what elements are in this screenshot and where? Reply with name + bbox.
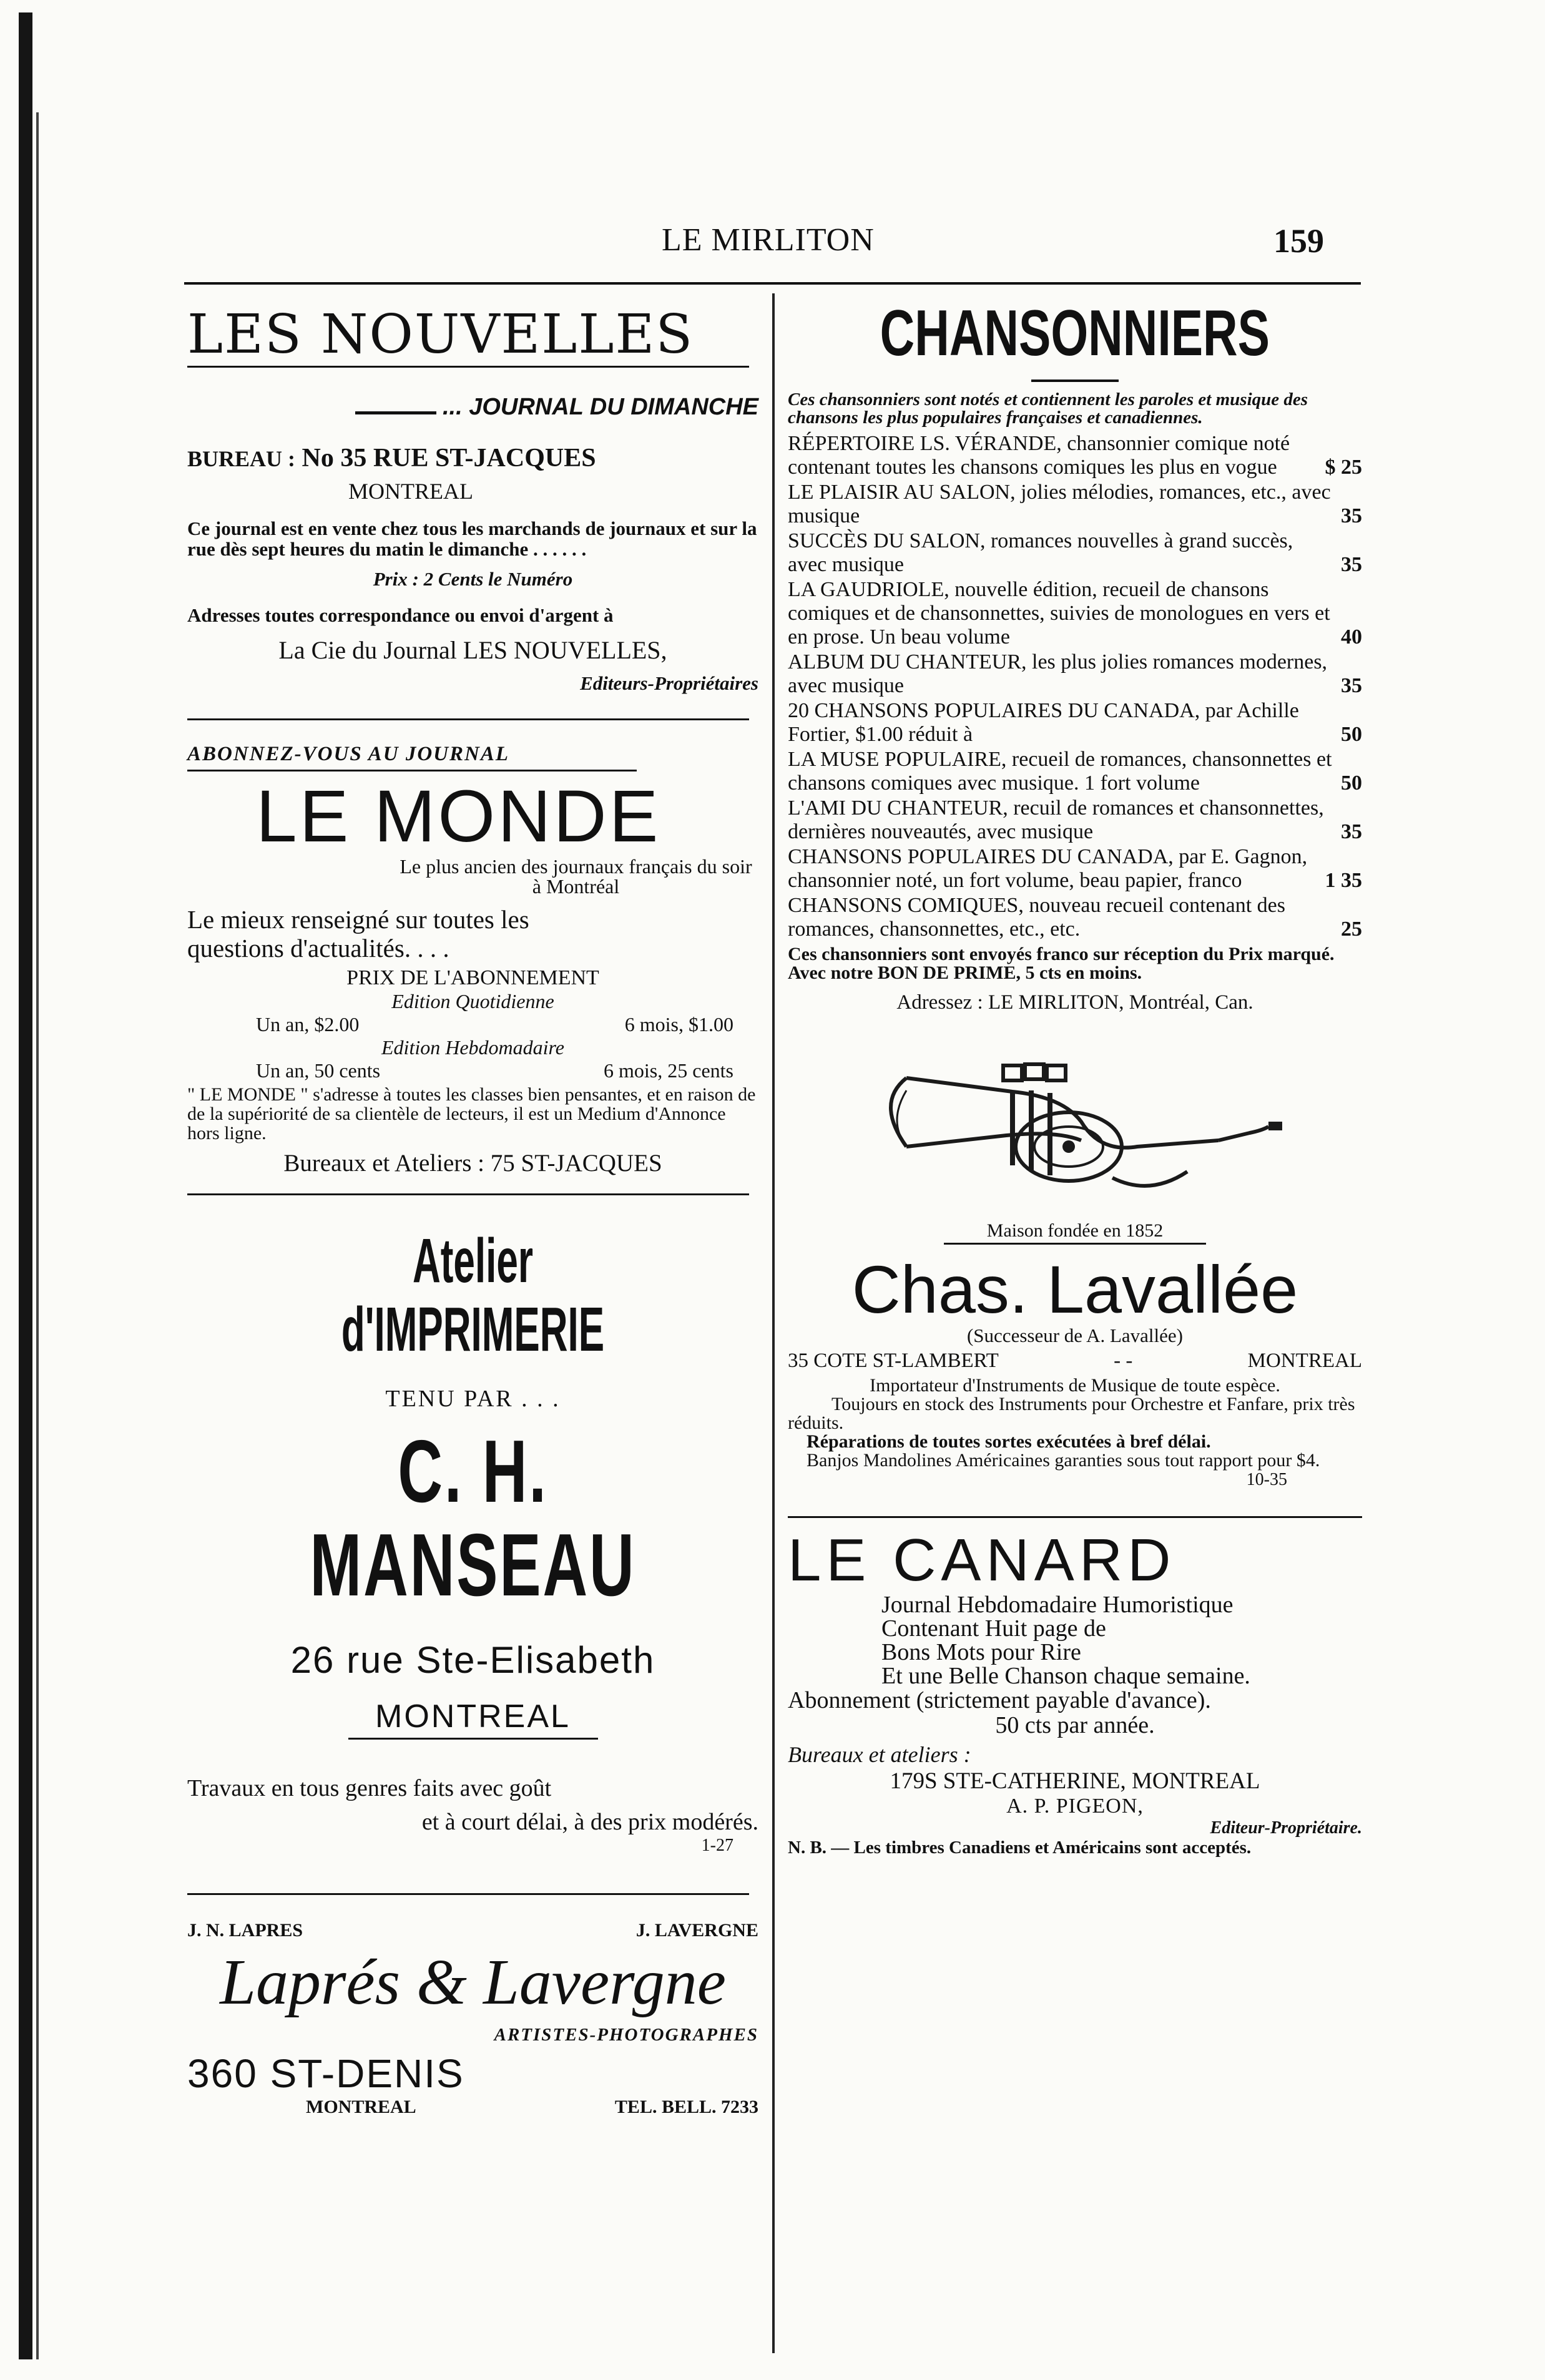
chansonniers-note: Ces chansonniers sont envoyés franco sur réception du Prix marqué. Avec notre BON DE PRIME, 5 cts en moins. [788,944,1335,983]
lapres-right-name: J. LAVERGNE [635,1920,758,1941]
canard-line5: Abonnement (strictement payable d'avance). [788,1687,1211,1713]
page-spine-shadow [36,112,39,2359]
nouvelles-company: La Cie du Journal LES NOUVELLES, [278,636,667,664]
nouvelles-body: Ce journal est en vente chez tous les marchands de journaux et sur la rue dès sept heures du matin le dimanche . . . . . . [187,517,757,560]
chansonnier-entry [788,529,1362,577]
lavallee-line3: Réparations de toutes sortes exécutées à bref délai. [807,1431,1211,1452]
lavallee-line1: Importateur d'Instruments de Musique de toute espèce. [870,1375,1280,1396]
lavallee-line4: Banjos Mandolines Américaines garanties sous tout rapport pour $4. [807,1450,1320,1471]
monde-h-year: Un an, 50 cents [256,1059,381,1082]
atelier-imprimerie-ad [187,1227,758,1856]
le-canard-ad [788,1528,1362,1857]
chansonnier-entry-text: CHANSONS POPULAIRES DU CANADA, par E. Gagnon, chansonnier noté, un fort volume, beau papier, franco [788,845,1308,892]
lavallee-founded-rule [944,1243,1206,1245]
atelier-ref: 1-27 [701,1836,733,1855]
lapres-city: MONTREAL [306,2097,416,2117]
nouvelles-publishers: Editeurs-Propriétaires [580,672,758,694]
chansonnier-entry [788,432,1362,479]
column-divider [772,293,775,2353]
page-number: 159 [1273,222,1324,260]
page-spine [19,12,32,2359]
lapres-left-name: J. N. LAPRES [187,1920,303,1941]
lavallee-address-right: MONTREAL [1247,1349,1362,1372]
chansonniers-title-rule [1031,380,1119,382]
nouvelles-address-note: Adresses toutes correspondance ou envoi d'argent à [187,604,614,626]
chansonnier-entry [788,796,1362,844]
chansonnier-entry [788,481,1362,528]
monde-edition-quotidienne: Edition Quotidienne [391,990,554,1012]
chansonnier-entry-text: CHANSONS COMIQUES, nouveau recueil contenant des romances, chansonnettes, etc., etc. [788,894,1285,941]
divider-atelier [187,1893,749,1895]
monde-note: " LE MONDE " s'adresse à toutes les classes bien pensantes, et en raison de de la supériorité de sa clientèle de lecteurs, il est un Medium d'Annonce hors ligne. [187,1084,756,1143]
nouvelles-price: Prix : 2 Cents le Numéro [373,568,573,590]
lavallee-ad [788,1053,1362,1490]
left-column [187,293,758,2118]
chansonnier-entry-price: 25 [1341,918,1362,941]
lavallee-address-left: 35 COTE ST-LAMBERT [788,1349,999,1372]
chansonniers-list [788,432,1362,941]
lavallee-name: Chas. Lavallée [851,1251,1298,1327]
chansonnier-entry [788,894,1362,941]
chansonnier-entry-price: 35 [1341,820,1362,843]
chansonnier-entry-text: SUCCÈS DU SALON, romances nouvelles à grand succès, avec musique [788,529,1293,576]
monde-tagline: Le plus ancien des journaux français du soir à Montréal [400,855,752,898]
cornet-icon [788,1053,1362,1215]
lapres-sub: ARTISTES-PHOTOGRAPHES [494,2025,758,2045]
canard-line1: Journal Hebdomadaire Humoristique [881,1592,1234,1618]
lapres-address: 360 ST-DENIS [187,2051,464,2096]
atelier-name: C. H. MANSEAU [310,1422,636,1615]
monde-edition-hebdomadaire: Edition Hebdomadaire [381,1036,564,1059]
monde-kicker-rule [187,770,637,771]
nouvelles-title: LES NOUVELLES [187,303,694,366]
atelier-city-rule [348,1738,598,1740]
atelier-tenu: TENU PAR . . . [385,1386,561,1412]
chansonnier-entry [788,748,1362,795]
chansonniers-intro: Ces chansonniers sont notés et contiennent les paroles et musique des chansons les plus populaires françaises et canadiennes. [788,389,1308,428]
lapres-title: Laprés & Lavergne [220,1946,726,2018]
canard-line4: Et une Belle Chanson chaque semaine. [881,1663,1250,1689]
divider-monde [187,1193,749,1195]
chansonnier-entry-price: 35 [1341,504,1362,527]
canard-owner-title: Editeur-Propriétaire. [1210,1818,1362,1838]
chansonnier-entry-text: LE PLAISIR AU SALON, jolies mélodies, romances, etc., avec musique [788,481,1331,527]
chansonnier-entry-text: LA GAUDRIOLE, nouvelle édition, recueil de chansons comiques et de chansonnettes, suivies de monologues en vers et en prose. Un beau volume [788,578,1330,649]
chansonnier-entry-price: 1 35 [1325,869,1362,892]
chansonnier-entry-price: 35 [1341,553,1362,576]
lavallee-ref: 10-35 [1246,1470,1287,1489]
lapres-tel: TEL. BELL. 7233 [614,2097,758,2117]
canard-title: LE CANARD [788,1527,1176,1594]
monde-q-year: Un an, $2.00 [256,1013,360,1036]
chansonnier-entry-price: 50 [1341,771,1362,795]
chansonnier-entry-text: ALBUM DU CHANTEUR, les plus jolies romances modernes, avec musique [788,650,1328,697]
monde-pitch: Le mieux renseigné sur toutes les questions d'actualités. . . . [187,905,529,962]
canard-nb: N. B. — Les timbres Canadiens et Américains sont acceptés. [788,1838,1252,1858]
divider-nouvelles [187,718,749,720]
nouvelles-subtitle: ... JOURNAL DU DIMANCHE [443,394,758,420]
chansonnier-entry-text: 20 CHANSONS POPULAIRES DU CANADA, par Achille Fortier, $1.00 réduit à [788,699,1299,746]
monde-bureaux: Bureaux et Ateliers : 75 ST-JACQUES [283,1150,662,1177]
canard-line2: Contenant Huit page de [881,1615,1106,1642]
nouvelles-title-rule [187,366,749,368]
lapres-lavergne-ad [187,1920,758,2118]
divider-lavallee [788,1516,1362,1518]
right-column [788,293,1362,1857]
lavallee-line2: Toujours en stock des Instruments pour Orchestre et Fanfare, prix très réduits. [788,1394,1355,1433]
chansonnier-entry [788,845,1362,893]
chansonnier-entry-price: 40 [1341,625,1362,649]
chansonniers-ad [788,298,1362,1014]
atelier-title: Atelier d'IMPRIMERIE [341,1226,605,1364]
bureau-address: No 35 RUE ST-JACQUES [302,444,596,473]
monde-h-six: 6 mois, 25 cents [604,1059,733,1082]
chansonnier-entry-text: RÉPERTOIRE LS. VÉRANDE, chansonnier comique noté contenant toutes les chansons comiques les plus en vogue [788,432,1290,479]
monde-prix-title: PRIX DE L'ABONNEMENT [346,966,599,989]
monde-title: LE MONDE [256,775,661,858]
chansonnier-entry-text: L'AMI DU CHANTEUR, recuil de romances et chansonnettes, dernières nouveautés, avec musique [788,796,1324,843]
chansonnier-entry-price: 50 [1341,723,1362,746]
chansonnier-entry-price: $ 25 [1325,456,1362,479]
chansonniers-address: Adressez : LE MIRLITON, Montréal, Can. [896,991,1253,1014]
chansonnier-entry-price: 35 [1341,674,1362,697]
cornet-illustration [788,1053,1362,1215]
nouvelles-ad [187,303,758,695]
subtitle-rule [355,411,436,414]
chansonniers-title: CHANSONNIERS [880,297,1270,370]
atelier-line1: Travaux en tous genres faits avec goût [187,1775,552,1801]
running-header [0,222,1545,265]
chansonnier-entry [788,578,1362,649]
atelier-line2: et à court délai, à des prix modérés. [421,1809,758,1835]
canard-line6: 50 cts par année. [995,1712,1155,1738]
chansonnier-entry-text: LA MUSE POPULAIRE, recueil de romances, chansonnettes et chansons comiques avec musique. 1 fort volume [788,748,1332,795]
lavallee-founded: Maison fondée en 1852 [986,1220,1164,1241]
le-monde-ad [187,743,758,1177]
canard-owner: A. P. PIGEON, [1006,1795,1144,1818]
canard-bureaux: Bureaux et ateliers : [788,1742,971,1767]
chansonnier-entry [788,699,1362,747]
running-title: LE MIRLITON [662,222,875,258]
lavallee-successor: (Successeur de A. Lavallée) [966,1325,1183,1346]
monde-kicker: ABONNEZ-VOUS AU JOURNAL [187,743,509,765]
atelier-street: 26 rue Ste-Elisabeth [290,1639,655,1681]
bureau-label: BUREAU : [187,446,296,471]
header-rule [184,282,1361,285]
canard-line3: Bons Mots pour Rire [881,1639,1081,1665]
monde-q-six: 6 mois, $1.00 [624,1013,733,1036]
chansonnier-entry [788,650,1362,698]
atelier-city: MONTREAL [375,1698,571,1735]
canard-address: 179S STE-CATHERINE, MONTREAL [890,1768,1260,1794]
nouvelles-city: MONTREAL [348,479,473,504]
lavallee-address-sep: - - [1114,1349,1133,1372]
